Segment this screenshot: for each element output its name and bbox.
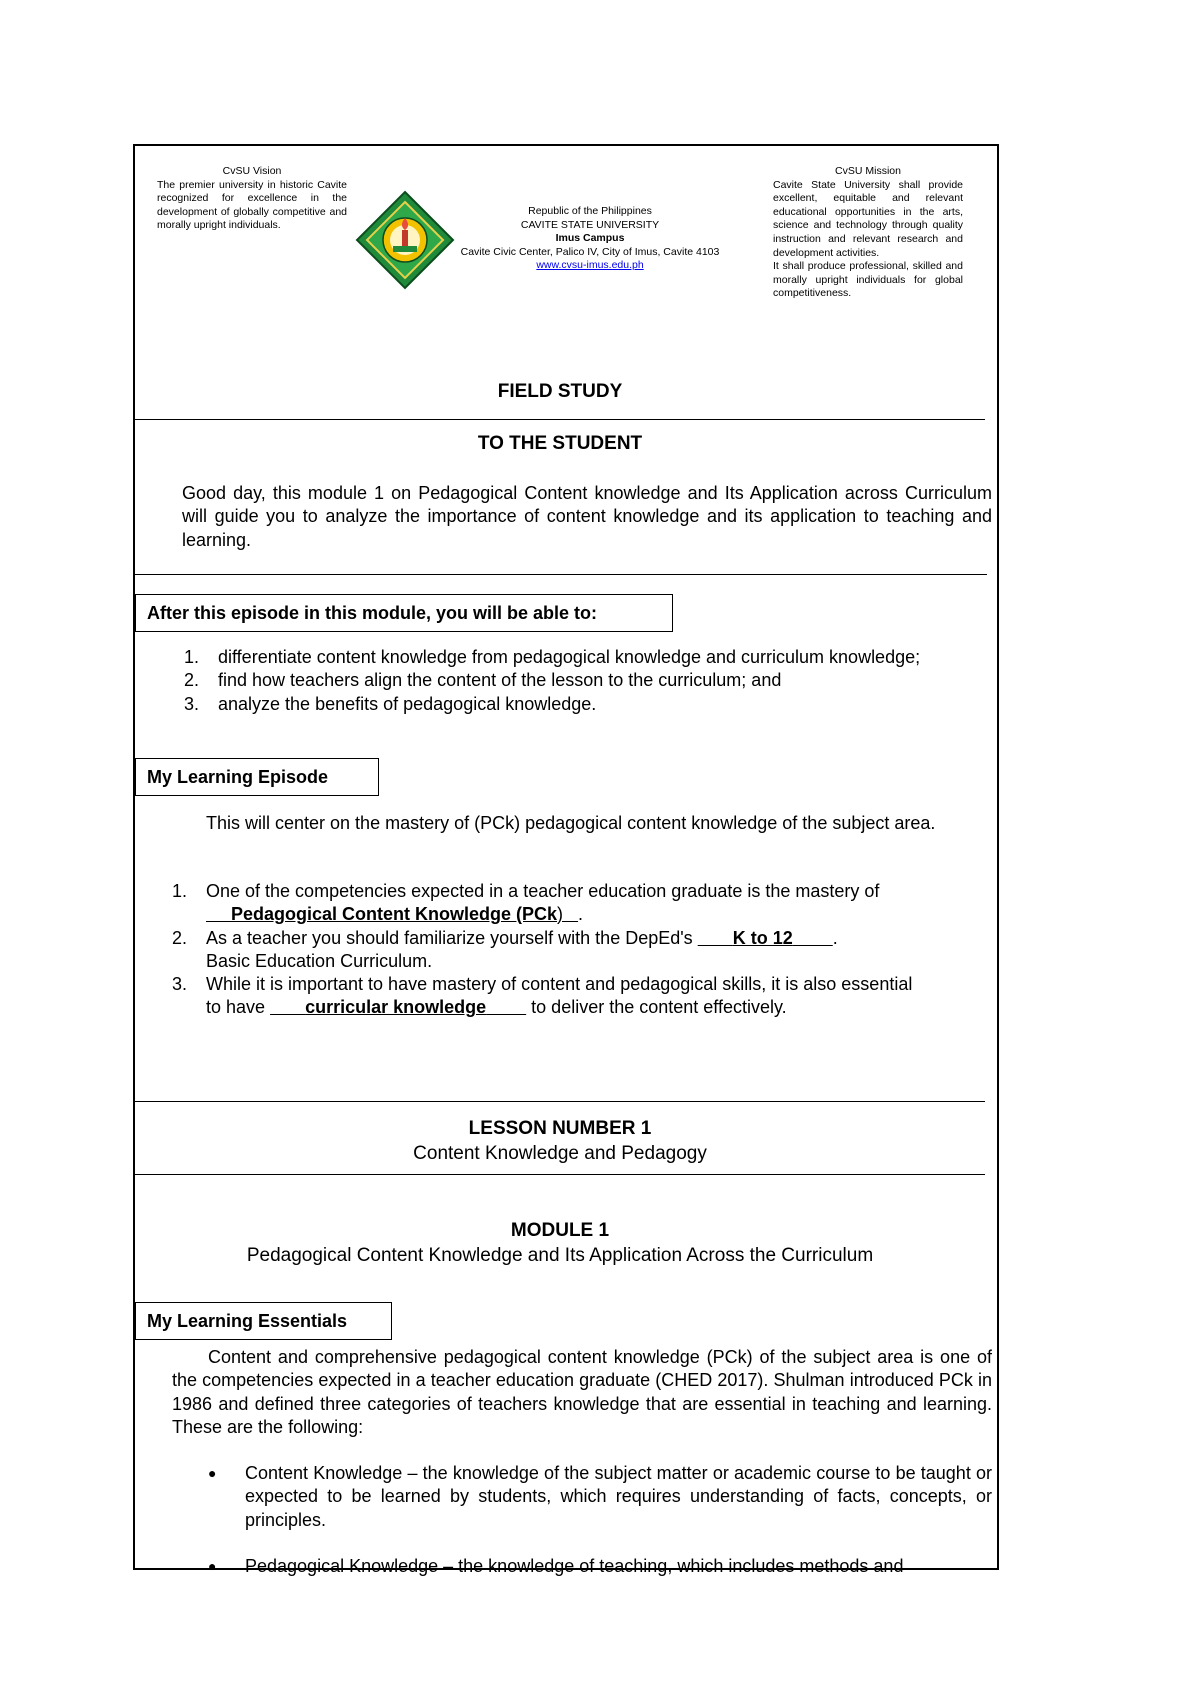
question-3-cont: to have curricular knowledge to deliver the content effectively. [206,997,787,1018]
bullet-icon: ● [208,1465,217,1481]
website-link[interactable]: www.cvsu-imus.edu.ph [536,259,644,272]
document-frame [133,144,999,1576]
module-title: MODULE 1 [510,1220,610,1241]
mission-block [773,165,963,301]
list-item: ● Pedagogical Knowledge – the knowledge of teaching, which includes methods and [245,1555,992,1578]
university-name: CAVITE STATE UNIVERSITY [520,218,660,231]
essentials-label: My Learning Essentials [135,1302,392,1340]
episode-intro: This will center on the mastery of (PCk) pedagogical content knowledge of the subject area. [206,813,936,833]
divider [135,574,987,575]
to-student-title: TO THE STUDENT [477,433,643,454]
mission-text-2: It shall produce professional, skilled and morally upright individuals for global competitiveness. [773,260,963,300]
list-item: ● Content Knowledge – the knowledge of the subject matter or academic course to be taught or expected to be learned by students, which requires understanding of facts, concepts, or principles. [208,1463,992,1530]
vision-title: CvSU Vision [222,165,282,177]
episode-questions [172,880,992,1020]
list-item: 2. find how teachers align the content of the lesson to the curriculum; and [184,670,782,691]
divider [135,1174,985,1175]
essentials-intro: Content and comprehensive pedagogical content knowledge (PCk) of the subject area is one of the competencies expected in a teacher education graduate (CHED 2017). Shulman introduced PCk in 1986 and defined three categories of teachers knowledge that are essential in teaching and learning. These are the following: [172,1347,992,1437]
campus-name: Imus Campus [555,232,625,245]
episode-label: My Learning Episode [135,758,379,796]
bullet-icon: ● [208,1557,217,1574]
republic-text: Republic of the Philippines [528,205,652,217]
question-1: 1. One of the competencies expected in a teacher education graduate is the mastery of Pedagogical Content Knowledge (PCk) . [172,881,880,925]
vision-text: The premier university in historic Cavite recognized for excellence in the development of globally competitive and morally upright individuals. [157,178,347,232]
essentials-bullets [208,1462,992,1578]
question-3: 3. While it is important to have mastery of content and pedagogical skills, it is also essential [172,974,913,995]
university-block [445,205,735,273]
module-subtitle: Pedagogical Content Knowledge and Its Application Across the Curriculum [246,1245,874,1266]
lesson-subtitle: Content Knowledge and Pedagogy [413,1143,707,1164]
mission-title: CvSU Mission [835,165,901,177]
list-item: 3. analyze the benefits of pedagogical knowledge. [184,693,597,714]
divider [135,419,985,420]
cvsu-seal-icon [355,190,455,290]
answer-k-to-12: K to 12 [732,927,793,948]
answer-pck: Pedagogical Content Knowledge (PCk [231,904,558,925]
list-item: 1. differentiate content knowledge from pedagogical knowledge and curriculum knowledge; [184,647,921,667]
field-study-title: FIELD STUDY [497,381,623,402]
lesson-title: LESSON NUMBER 1 [468,1118,652,1139]
mission-text: Cavite State University shall provide excellent, equitable and relevant educational opportunities in the arts, science and technology through quality instruction and relevant research and development activities. [773,178,963,259]
vision-block [157,165,347,233]
objectives-list [184,646,992,716]
objectives-label: After this episode in this module, you will be able to: [135,594,673,632]
to-student-text: Good day, this module 1 on Pedagogical Content knowledge and Its Application across Curriculum will guide you to analyze the importance of content knowledge and its application to teaching and learning. [182,483,992,550]
divider [135,1101,985,1102]
question-2: 2. As a teacher you should familiarize yourself with the DepEd's K to 12 . Basic Education Curriculum. [172,927,838,971]
address-text: Cavite Civic Center, Palico IV, City of Imus, Cavite 4103 [460,245,720,258]
answer-curricular-knowledge: curricular knowledge [305,997,487,1018]
